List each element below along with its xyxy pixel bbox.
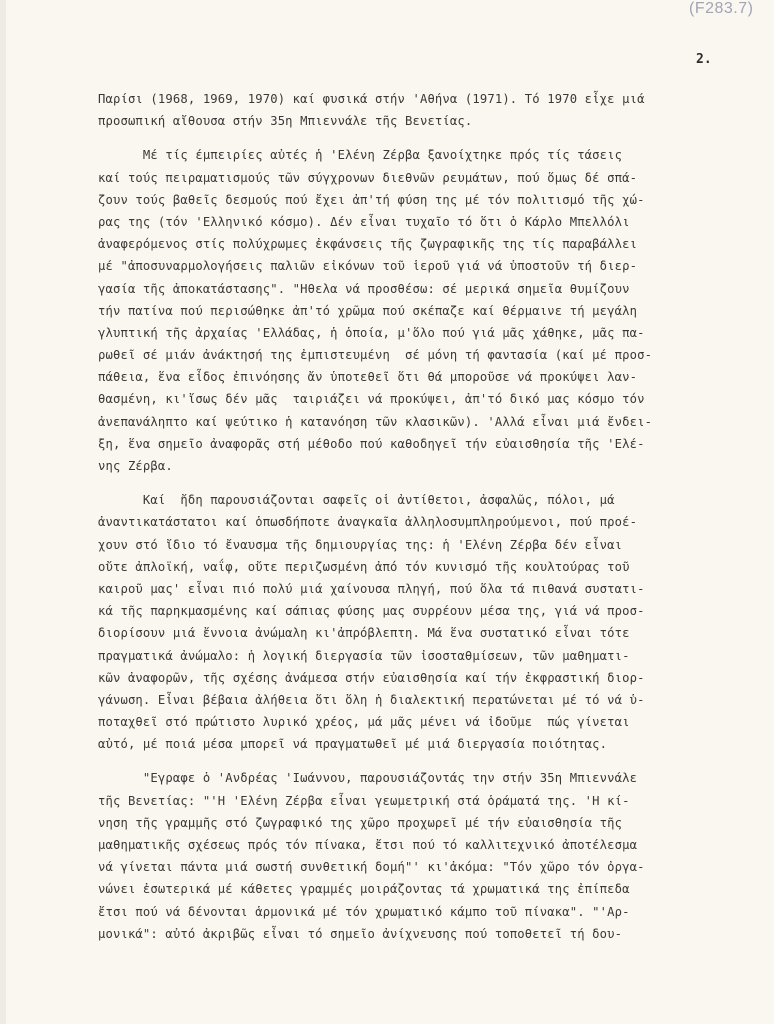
text-line: ξη, ἕνα σημεῖο ἀναφορᾶς στή μέθοδο πού καθοδηγεῖ τήν εὐαισθησία τῆς 'Ελέ- <box>98 436 645 451</box>
paragraph-spacer <box>98 477 738 489</box>
text-line: ποταχθεῖ στό πρώτιστο λυρικό χρέος, μά μᾶς μένει νά ἰδοῦμε πώς γίνεται <box>98 715 630 730</box>
archive-reference-handwritten: (F283.7) <box>689 0 754 17</box>
text-line: ἔτσι πού νά δένονται ἁρμονικά μέ τόν χρωματικό κάμπο τοῦ πίνακα". "'Αρ- <box>98 904 630 919</box>
text-line: Μέ τίς έμπειρίες αὐτές ἡ 'Ελένη Ζέρβα ξανοίχτηκε πρός τίς τάσεις <box>98 148 623 163</box>
text-line: γλυπτική τῆς ἀρχαίας 'Ελλάδας, ἡ ὁποία, μ'ὅλο πού γιά μᾶς χάθηκε, μᾶς πα- <box>98 325 645 340</box>
paragraph <box>98 489 738 755</box>
text-line: οὔτε ἀπλοϊκή, ναΐφ, οὔτε περιζωσμένη ἀπό τόν κυνισμό τῆς κουλτούρας τοῦ <box>98 559 630 574</box>
body-text <box>98 88 738 945</box>
text-line: ἀναφερόμενος στίς πολύχρωμες ἐκφάνσεις τῆς ζωγραφικῆς της τίς παραβάλλει <box>98 237 638 252</box>
paragraph <box>98 88 738 132</box>
text-line: καιροῦ μας' εἶναι πιό πολύ μιά χαίνουσα πληγή, πού ὅλα τά πιθανά συστατι- <box>98 581 645 596</box>
text-line: κῶν ἀναφορῶν, τῆς σχέσης ἀνάμεσα στήν εὐαισθησία καί τήν ἐκφραστική διορ- <box>98 670 645 685</box>
text-line: προσωπική αἴθουσα στήν 35η Μπιεννάλε τῆς Βενετίας. <box>98 114 473 129</box>
text-line: ζουν τούς βαθεῖς δεσμούς πού ἔχει ἀπ'τή φύση της μέ τόν πολιτισμό τῆς χώ- <box>98 192 645 207</box>
paragraph-spacer <box>98 755 738 767</box>
text-line: πραγματικά ἀνώμαλο: ἡ λογική διεργασία τῶν ἰσοσταθμίσεων, τῶν μαθηματι- <box>98 648 630 663</box>
text-line: γασία τῆς ἀποκατάστασης". "Ηθελα νά προσθέσω: σέ μερικά σημεῖα θυμίζουν <box>98 281 630 296</box>
text-line: νηση τῆς γραμμῆς στό ζωγραφικό της χῶρο προχωρεῖ μέ τήν εὐαισθησία τῆς <box>98 815 623 830</box>
text-line: διορίσουν μιά ἔννοια ἀνώμαλη κι'ἀπρόβλεπτη. Μά ἕνα συστατικό εἶναι τότε <box>98 626 630 641</box>
text-line: Καί ἤδη παρουσιάζονται σαφεῖς οἱ ἀντίθετοι, ἀσφαλῶς, πόλοι, μά <box>98 493 615 508</box>
text-line: χουν στό ἴδιο τό ἔναυσμα τῆς δημιουργίας της: ἡ 'Ελένη Ζέρβα δέν εἶναι <box>98 537 623 552</box>
text-line: "Εγραφε ὁ 'Ανδρέας 'Ιωάννου, παρουσιάζοντάς την στήν 35η Μπιεννάλε <box>98 771 638 786</box>
text-line: νά γίνεται πάντα μιά σωστή συνθετική δομή"' κι'ἀκόμα: "Τόν χῶρο τόν ὀργα- <box>98 860 645 875</box>
text-line: ρωθεῖ σέ μιάν ἀνάκτησή της ἐμπιστευμένη σέ μόνη τή φαντασία (καί μέ προσ- <box>98 348 653 363</box>
text-line: ἀνεπανάληπτο καί ψεύτικο ἡ κατανόηση τῶν κλασικῶν). 'Αλλά εἶναι μιά ἔνδει- <box>98 414 653 429</box>
paragraph <box>98 767 738 945</box>
text-line: μονικά": αὐτό ἀκριβῶς εἶναι τό σημεῖο ἀνίχνευσης πού τοποθετεῖ τή δου- <box>98 926 623 941</box>
page-number: 2. <box>696 52 712 67</box>
text-line: θασμένη, κι'ἴσως δέν μᾶς ταιριάζει νά προκύψει, ἀπ'τό δικό μας κόσμο τόν <box>98 392 645 407</box>
text-line: ρας της (τόν 'Ελληνικό κόσμο). Δέν εἶναι τυχαῖο τό ὅτι ὁ Κάρλο Μπελλόλι <box>98 214 630 229</box>
text-line: μαθηματικῆς σχέσεως πρός τόν πίνακα, ἔτσι πού τό καλλιτεχνικό ἀποτέλεσμα <box>98 838 638 852</box>
text-line: Παρίσι (1968, 1969, 1970) καί φυσικά στήν 'Αθήνα (1971). Τό 1970 εἶχε μιά <box>98 92 645 106</box>
text-line: νώνει ἐσωτερικά μέ κάθετες γραμμές μοιράζοντας τά χρωματικά της ἐπίπεδα <box>98 882 630 897</box>
text-line: κά τῆς παρηκμασμένης καί σάπιας φύσης μας συρρέουν μέσα της, γιά νά προσ- <box>98 604 645 619</box>
text-line: νης Ζέρβα. <box>98 459 173 473</box>
paragraph-spacer <box>98 132 738 144</box>
paragraph <box>98 144 738 477</box>
text-line: ἀναντικατάστατοι καί ὁπωσδήποτε ἀναγκαῖα ἀλληλοσυμπληρούμενοι, πού προέ- <box>98 515 638 530</box>
text-line: αὐτό, μέ ποιά μέσα μπορεῖ νά πραγματωθεῖ μέ μιά διεργασία ποιότητας. <box>98 737 608 752</box>
text-line: τῆς Βενετίας: "'Η 'Ελένη Ζέρβα εἶναι γεωμετρική στά ὁράματά της. 'Η κί- <box>98 793 630 808</box>
text-line: καί τούς πειραματισμούς τῶν σύγχρονων διεθνῶν ρευμάτων, πού ὅμως δέ σπά- <box>98 170 638 185</box>
text-line: πάθεια, ἕνα εἶδος ἐπινόησης ἄν ὑποτεθεῖ ὅτι θά μποροῦσε νά προκύψει λαν- <box>98 370 638 385</box>
text-line: γάνωση. Εἶναι βέβαια ἀλήθεια ὅτι ὅλη ἡ διαλεκτική περατώνεται μέ τό νά ὑ- <box>98 692 645 707</box>
text-line: μέ "ἀποσυναρμολογήσεις παλιῶν εἰκόνων τοῦ ἱεροῦ γιά νά ὑποστοῦν τή διερ- <box>98 259 638 274</box>
text-line: τήν πατίνα πού περισώθηκε ἀπ'τό χρῶμα πού σκέπαζε καί θέρμαινε τή μεγάλη <box>98 303 638 318</box>
